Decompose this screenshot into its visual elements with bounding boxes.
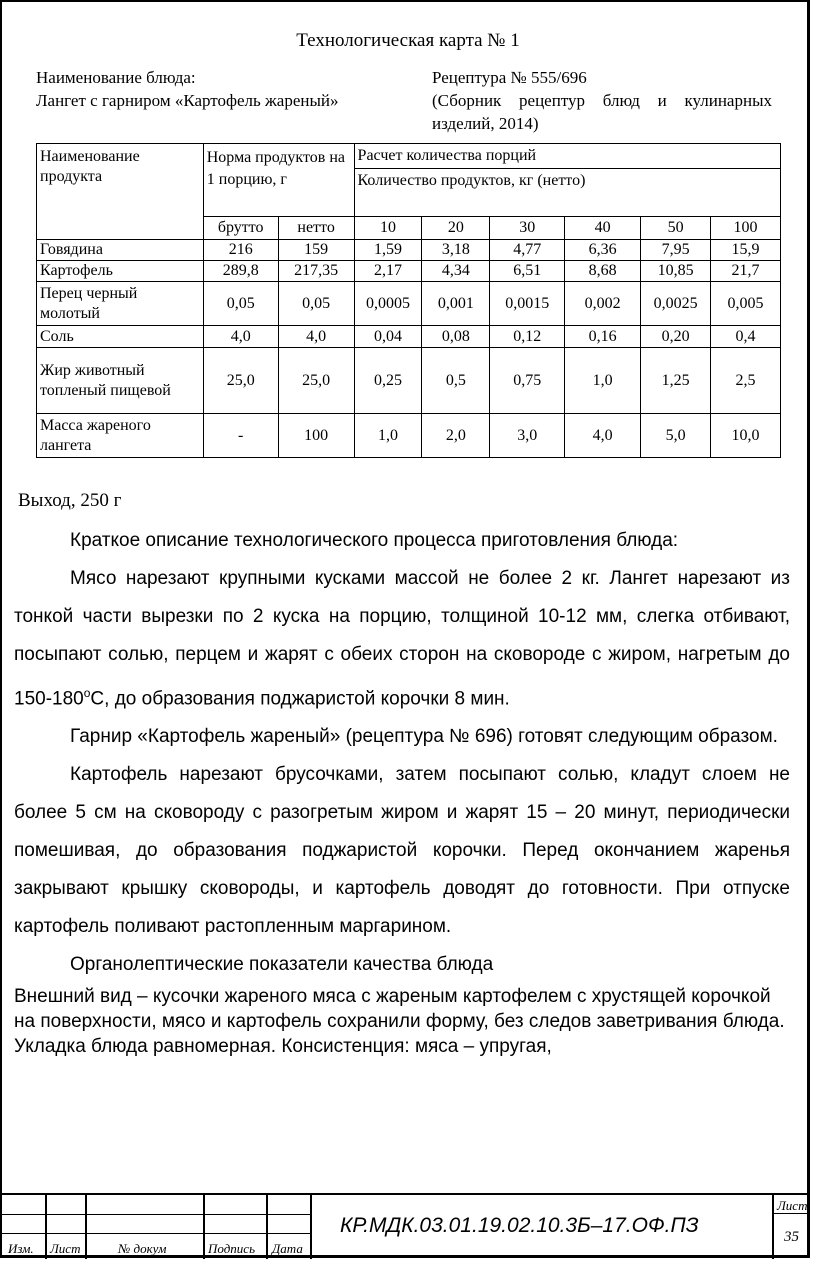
table-row [37, 326, 781, 348]
product-name: Говядина [37, 240, 204, 261]
product-name: Масса жареного лангета [37, 414, 204, 458]
dish-block [36, 66, 416, 112]
paragraph-meat-b: С, до образования поджаристой корочки 8 мин. [90, 688, 510, 710]
qty-cell: 0,0015 [490, 282, 565, 326]
brutto-cell: 289,8 [203, 261, 278, 282]
table-row [37, 414, 781, 458]
qty-cell: 6,51 [490, 261, 565, 282]
col-qty-header: Количество продуктов, кг (нетто) [354, 169, 780, 217]
col-product-header: Наименование продукта [37, 144, 204, 240]
netto-cell: 217,35 [278, 261, 354, 282]
table-row [37, 261, 781, 282]
qty-cell: 10,85 [641, 261, 711, 282]
portion-header: 50 [641, 217, 711, 240]
degree-sup: о [83, 686, 91, 700]
process-section [14, 522, 790, 1059]
stamp-date: Дата [272, 1241, 303, 1256]
brutto-cell: 25,0 [203, 348, 278, 414]
stamp-list: Лист [50, 1241, 81, 1256]
paragraph-meat-a: Мясо нарезают крупными кусками массой не более 2 кг. Лангет нарезают из тонкой части вырезки по 2 куска на порцию, толщиной 10-12 мм, слегка отбивают, посыпают солью, перцем и жарят с обеих сторон на сковороде с жиром, нагретым до 150-180 [14, 568, 790, 710]
qty-cell: 0,001 [422, 282, 490, 326]
paragraph-potato: Картофель нарезают брусочками, затем посыпают солью, кладут слоем не более 5 см на сковороду с разогретым жиром и жарят 15 – 20 минут, периодически помешивая, до образования поджаристой корочки. Перед окончанием жаренья закрывают крышку сковороды, и картофель доводят до готовности. При отпуске картофель поливают растопленным маргарином. [14, 764, 790, 938]
qty-cell: 1,59 [354, 240, 422, 261]
sheet-label: Лист [777, 1198, 808, 1213]
recipe-source: (Сборник рецептур блюд и кулинарных изделий, 2014) [432, 91, 772, 133]
qty-cell: 0,04 [354, 326, 422, 348]
portion-header: 10 [354, 217, 422, 240]
page-title: Технологическая карта № 1 [296, 30, 520, 51]
stamp-sign: Подпись [208, 1241, 255, 1256]
sub-netto: нетто [278, 217, 354, 240]
brutto-cell: 4,0 [203, 326, 278, 348]
organoleptic-heading: Органолептические показатели качества блюда [70, 954, 494, 976]
brutto-cell: 0,05 [203, 282, 278, 326]
table-row [37, 348, 781, 414]
col-calc-header: Расчет количества порций [354, 144, 780, 169]
yield: Выход, 250 г [18, 490, 122, 511]
qty-cell: 8,68 [565, 261, 641, 282]
qty-cell: 2,0 [422, 414, 490, 458]
qty-cell: 0,005 [711, 282, 781, 326]
qty-cell: 6,36 [565, 240, 641, 261]
netto-cell: 159 [278, 240, 354, 261]
netto-cell: 25,0 [278, 348, 354, 414]
qty-cell: 4,34 [422, 261, 490, 282]
paragraph-appearance: Внешний вид – кусочки жареного мяса с жареным картофелем с хрустящей корочкой на поверхности, мясо и картофель сохранили форму, без следов заветривания блюда. Укладка блюда равномерная. Консистенция: мяса – упругая, [14, 986, 785, 1058]
qty-cell: 2,5 [711, 348, 781, 414]
qty-cell: 10,0 [711, 414, 781, 458]
dish-label: Наименование блюда: [36, 68, 196, 87]
netto-cell: 0,05 [278, 282, 354, 326]
recipe-table [36, 143, 781, 458]
qty-cell: 2,17 [354, 261, 422, 282]
qty-cell: 0,75 [490, 348, 565, 414]
qty-cell: 3,0 [490, 414, 565, 458]
document-code: КР.МДК.03.01.19.02.10.3Б–17.ОФ.ПЗ [340, 1214, 699, 1237]
paragraph-meat [14, 560, 790, 718]
qty-cell: 0,5 [422, 348, 490, 414]
paragraph-garnish: Гарнир «Картофель жареный» (рецептура № 696) готовят следующим образом. [70, 726, 778, 748]
qty-cell: 4,77 [490, 240, 565, 261]
netto-cell: 4,0 [278, 326, 354, 348]
qty-cell: 7,95 [641, 240, 711, 261]
portion-header: 30 [490, 217, 565, 240]
recipe-block [432, 66, 772, 135]
qty-cell: 0,0005 [354, 282, 422, 326]
qty-cell: 0,16 [565, 326, 641, 348]
qty-cell: 0,12 [490, 326, 565, 348]
sheet-number: 35 [784, 1229, 799, 1245]
netto-cell: 100 [278, 414, 354, 458]
qty-cell: 0,002 [565, 282, 641, 326]
product-name: Жир животный топленый пищевой [37, 348, 204, 414]
qty-cell: 5,0 [641, 414, 711, 458]
product-name: Соль [37, 326, 204, 348]
qty-cell: 1,0 [354, 414, 422, 458]
qty-cell: 0,08 [422, 326, 490, 348]
col-norm-header: Норма продуктов на 1 порцию, г [203, 144, 354, 217]
brutto-cell: 216 [203, 240, 278, 261]
qty-cell: 3,18 [422, 240, 490, 261]
portion-header: 20 [422, 217, 490, 240]
brutto-cell: - [203, 414, 278, 458]
portion-header: 100 [711, 217, 781, 240]
stamp-doc: № докум [118, 1241, 167, 1256]
process-heading: Краткое описание технологического процесса приготовления блюда: [70, 530, 679, 551]
qty-cell: 0,0025 [641, 282, 711, 326]
qty-cell: 0,4 [711, 326, 781, 348]
qty-cell: 1,25 [641, 348, 711, 414]
qty-cell: 15,9 [711, 240, 781, 261]
qty-cell: 21,7 [711, 261, 781, 282]
table-row [37, 282, 781, 326]
stamp-izm: Изм. [8, 1241, 34, 1256]
product-name: Картофель [37, 261, 204, 282]
sub-brutto: брутто [203, 217, 278, 240]
portion-header: 40 [565, 217, 641, 240]
qty-cell: 4,0 [565, 414, 641, 458]
table-row [37, 240, 781, 261]
qty-cell: 0,20 [641, 326, 711, 348]
dish-name: Лангет с гарниром «Картофель жареный» [36, 91, 339, 110]
recipe-label: Рецептура № 555/696 [432, 68, 587, 87]
qty-cell: 0,25 [354, 348, 422, 414]
qty-cell: 1,0 [565, 348, 641, 414]
product-name: Перец черный молотый [37, 282, 204, 326]
